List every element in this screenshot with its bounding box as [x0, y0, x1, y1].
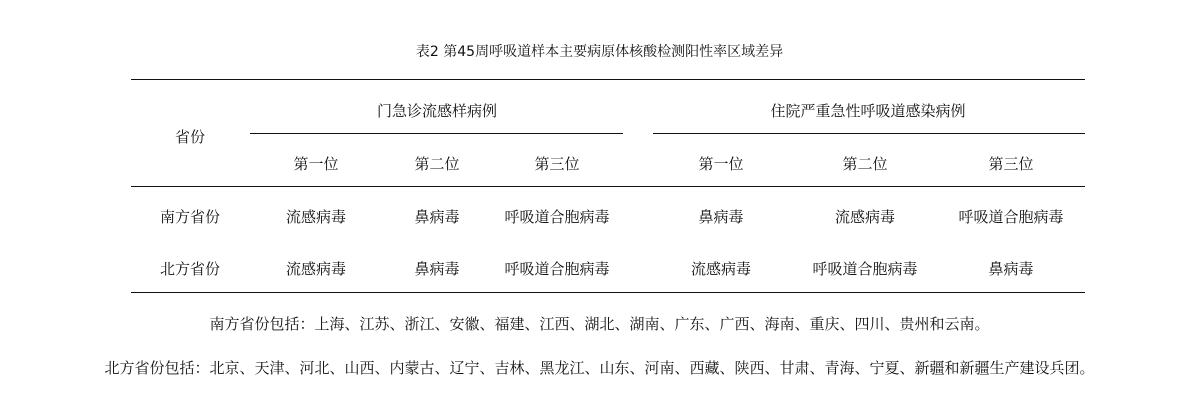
outpatient-group-rule — [250, 133, 623, 134]
row-region: 北方省份 — [159, 260, 221, 278]
table-cell: 呼吸道合胞病毒 — [812, 260, 918, 278]
province-header: 省份 — [174, 128, 206, 146]
table-header-rule — [131, 186, 1085, 187]
rank-header: 第二位 — [842, 155, 888, 173]
rank-header: 第三位 — [534, 155, 580, 173]
table-cell: 鼻病毒 — [414, 208, 460, 226]
table-cell: 鼻病毒 — [698, 208, 744, 226]
table-cell: 流感病毒 — [285, 208, 347, 226]
rank-header: 第三位 — [988, 155, 1034, 173]
table-cell: 鼻病毒 — [414, 260, 460, 278]
group-header-inpatient: 住院严重急性呼吸道感染病例 — [770, 102, 966, 120]
inpatient-group-rule — [653, 133, 1085, 134]
note-south-provinces: 南方省份包括：上海、江苏、浙江、安徽、福建、江西、湖北、湖南、广东、广西、海南、重庆、四川、贵州和云南。 — [209, 315, 990, 333]
rank-header: 第一位 — [293, 155, 339, 173]
table-bottom-rule — [131, 292, 1085, 293]
note-north-provinces: 北方省份包括：北京、天津、河北、山西、内蒙古、辽宁、吉林、黑龙江、山东、河南、西藏、陕西、甘肃、青海、宁夏、新疆和新疆生产建设兵团。 — [104, 359, 1095, 377]
table-cell: 呼吸道合胞病毒 — [504, 260, 610, 278]
table-top-rule — [131, 79, 1085, 80]
rank-header: 第二位 — [414, 155, 460, 173]
group-header-outpatient: 门急诊流感样病例 — [376, 102, 498, 120]
table-cell: 呼吸道合胞病毒 — [504, 208, 610, 226]
rank-header: 第一位 — [698, 155, 744, 173]
table-cell: 鼻病毒 — [988, 260, 1034, 278]
table-title: 表2 第45周呼吸道样本主要病原体核酸检测阳性率区域差异 — [415, 44, 784, 60]
table-cell: 流感病毒 — [690, 260, 752, 278]
row-region: 南方省份 — [159, 208, 221, 226]
table-cell: 呼吸道合胞病毒 — [958, 208, 1064, 226]
table-cell: 流感病毒 — [834, 208, 896, 226]
table-cell: 流感病毒 — [285, 260, 347, 278]
